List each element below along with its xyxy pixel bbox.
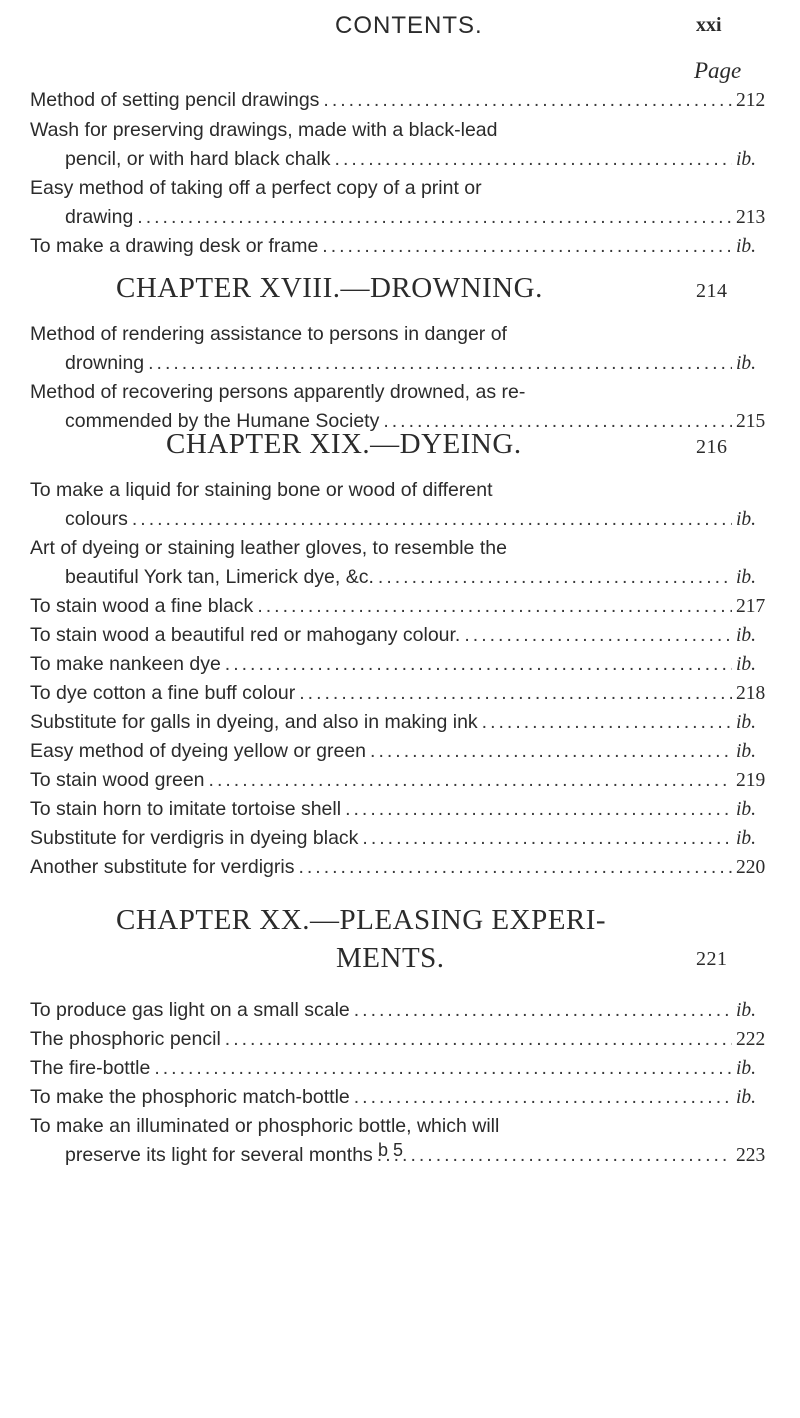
entry-line (30, 737, 768, 766)
entry-page-number: 213 (736, 207, 766, 228)
entry-page-number: ib. (736, 741, 757, 762)
entry-line: Art of dyeing or staining leather gloves, to resemble the (30, 537, 507, 559)
chapter-page: 216 (696, 436, 728, 458)
entry-text: Substitute for verdigris in dyeing black (30, 827, 359, 849)
entry-text: preserve its light for several months (65, 1144, 373, 1166)
toc-entry (30, 621, 768, 650)
entry-page-number: ib. (736, 654, 757, 675)
entry-line (30, 592, 768, 621)
leader-dots (257, 592, 732, 621)
toc-entry (30, 737, 768, 766)
toc-entry (30, 232, 768, 261)
leader-dots (354, 996, 732, 1025)
entry-line (30, 86, 768, 115)
leader-dots (323, 86, 732, 115)
leader-dots (299, 679, 732, 708)
entry-text: Substitute for galls in dyeing, and also in making ink (30, 711, 478, 733)
entry-line (30, 1025, 768, 1054)
chapter-title-line-1: CHAPTER XX.—PLEASING EXPERI- (116, 904, 607, 936)
leader-dots (378, 563, 732, 592)
leader-dots (137, 203, 732, 232)
entry-page-number: ib. (736, 509, 757, 530)
toc-entry (30, 174, 768, 232)
toc-entry (30, 534, 768, 592)
entry-text: colours (65, 508, 128, 530)
entry-text: To make a drawing desk or frame (30, 235, 319, 257)
leader-dots (132, 505, 732, 534)
entry-line (30, 650, 768, 679)
entry-line: Wash for preserving drawings, made with a black-lead (30, 119, 498, 141)
toc-entry (30, 592, 768, 621)
entry-line (30, 824, 768, 853)
leader-dots (322, 232, 732, 261)
entry-page-number: ib. (736, 712, 757, 733)
entry-line (30, 1083, 768, 1112)
toc-entry (30, 1083, 768, 1112)
toc-entry (30, 795, 768, 824)
entry-page-number: ib. (736, 567, 757, 588)
chapter-page: 214 (696, 280, 728, 302)
entry-line (30, 621, 768, 650)
entry-line (30, 505, 768, 534)
entry-line: To make a liquid for staining bone or wood of different (30, 479, 493, 501)
entry-text: Method of setting pencil drawings (30, 89, 320, 111)
entry-page-number: ib. (736, 799, 757, 820)
leader-dots (464, 621, 732, 650)
entry-text: To stain wood a beautiful red or mahogany colour. (30, 624, 461, 646)
entry-page-number: ib. (736, 1000, 757, 1021)
entry-page-number: 219 (736, 770, 766, 791)
entry-page-number: 222 (736, 1029, 766, 1050)
entry-line (30, 203, 768, 232)
entry-line (30, 708, 768, 737)
toc-entry (30, 650, 768, 679)
entry-text: To dye cotton a fine buff colour (30, 682, 296, 704)
entry-text: To stain wood green (30, 769, 205, 791)
entry-text: To make the phosphoric match-bottle (30, 1086, 350, 1108)
chapter-title: CHAPTER XVIII.—DROWNING. (116, 272, 543, 304)
folio-number: xxi (696, 14, 722, 36)
entry-line (30, 795, 768, 824)
entry-line (30, 232, 768, 261)
entry-page-number: ib. (736, 353, 757, 374)
leader-dots (370, 737, 732, 766)
entry-text: To stain horn to imitate tortoise shell (30, 798, 342, 820)
chapter-title-line-2: MENTS. (336, 942, 445, 974)
entry-line: To make an illuminated or phosphoric bottle, which will (30, 1115, 500, 1137)
entry-page-number: 223 (736, 1145, 766, 1166)
entry-page-number: 215 (736, 411, 766, 432)
entry-line: Easy method of taking off a perfect copy of a print or (30, 177, 482, 199)
toc-entry (30, 679, 768, 708)
entry-page-number: 212 (736, 90, 766, 111)
leader-dots (225, 1025, 732, 1054)
signature-mark: b 5 (378, 1140, 404, 1160)
entry-page-number: 220 (736, 857, 766, 878)
leader-dots (154, 1054, 732, 1083)
entry-page-number: ib. (736, 625, 757, 646)
toc-entry (30, 86, 768, 115)
toc-entry (30, 476, 768, 534)
entry-line (30, 1054, 768, 1083)
entry-text: drawing (65, 206, 134, 228)
leader-dots (345, 795, 732, 824)
entry-text: drowning (65, 352, 145, 374)
toc-entry (30, 708, 768, 737)
entry-text: To produce gas light on a small scale (30, 999, 350, 1021)
entry-page-number: 218 (736, 683, 766, 704)
entry-page-number: 217 (736, 596, 766, 617)
leader-dots (377, 1141, 732, 1170)
toc-entry (30, 1025, 768, 1054)
entry-line (30, 679, 768, 708)
entry-line (30, 766, 768, 795)
leader-dots (225, 650, 732, 679)
entry-text: Another substitute for verdigris (30, 856, 295, 878)
toc-entry (30, 824, 768, 853)
leader-dots (335, 145, 732, 174)
entry-line (30, 563, 768, 592)
entry-line: Method of rendering assistance to persons in danger of (30, 323, 507, 345)
entry-text: pencil, or with hard black chalk (65, 148, 331, 170)
entry-page-number: ib. (736, 1058, 757, 1079)
leader-dots (354, 1083, 732, 1112)
chapter-page: 221 (696, 948, 728, 970)
leader-dots (482, 708, 732, 737)
leader-dots (362, 824, 732, 853)
toc-entry (30, 853, 768, 882)
entry-line: Method of recovering persons apparently drowned, as re- (30, 381, 526, 403)
entry-page-number: ib. (736, 828, 757, 849)
toc-entry (30, 320, 768, 378)
toc-entry (30, 996, 768, 1025)
toc-entry (30, 766, 768, 795)
entry-line (30, 996, 768, 1025)
entry-line (30, 349, 768, 378)
running-head-title: CONTENTS. (335, 12, 483, 39)
entry-text: To stain wood a fine black (30, 595, 254, 617)
toc-entry (30, 116, 768, 174)
chapter-title: CHAPTER XIX.—DYEING. (166, 428, 522, 460)
entry-page-number: ib. (736, 149, 757, 170)
running-head (0, 12, 800, 42)
entry-line (30, 145, 768, 174)
page-column-label: Page (694, 58, 742, 83)
entry-page-number: ib. (736, 236, 757, 257)
entry-page-number: ib. (736, 1087, 757, 1108)
entry-text: To make nankeen dye (30, 653, 221, 675)
entry-text: The fire-bottle (30, 1057, 151, 1079)
toc-entry (30, 1054, 768, 1083)
leader-dots (148, 349, 732, 378)
entry-text: commended by the Humane Society (65, 410, 380, 432)
entry-line (30, 853, 768, 882)
entry-text: beautiful York tan, Limerick dye, &c. (65, 566, 374, 588)
entry-text: Easy method of dyeing yellow or green (30, 740, 367, 762)
leader-dots (209, 766, 732, 795)
entry-text: The phosphoric pencil (30, 1028, 221, 1050)
leader-dots (298, 853, 732, 882)
